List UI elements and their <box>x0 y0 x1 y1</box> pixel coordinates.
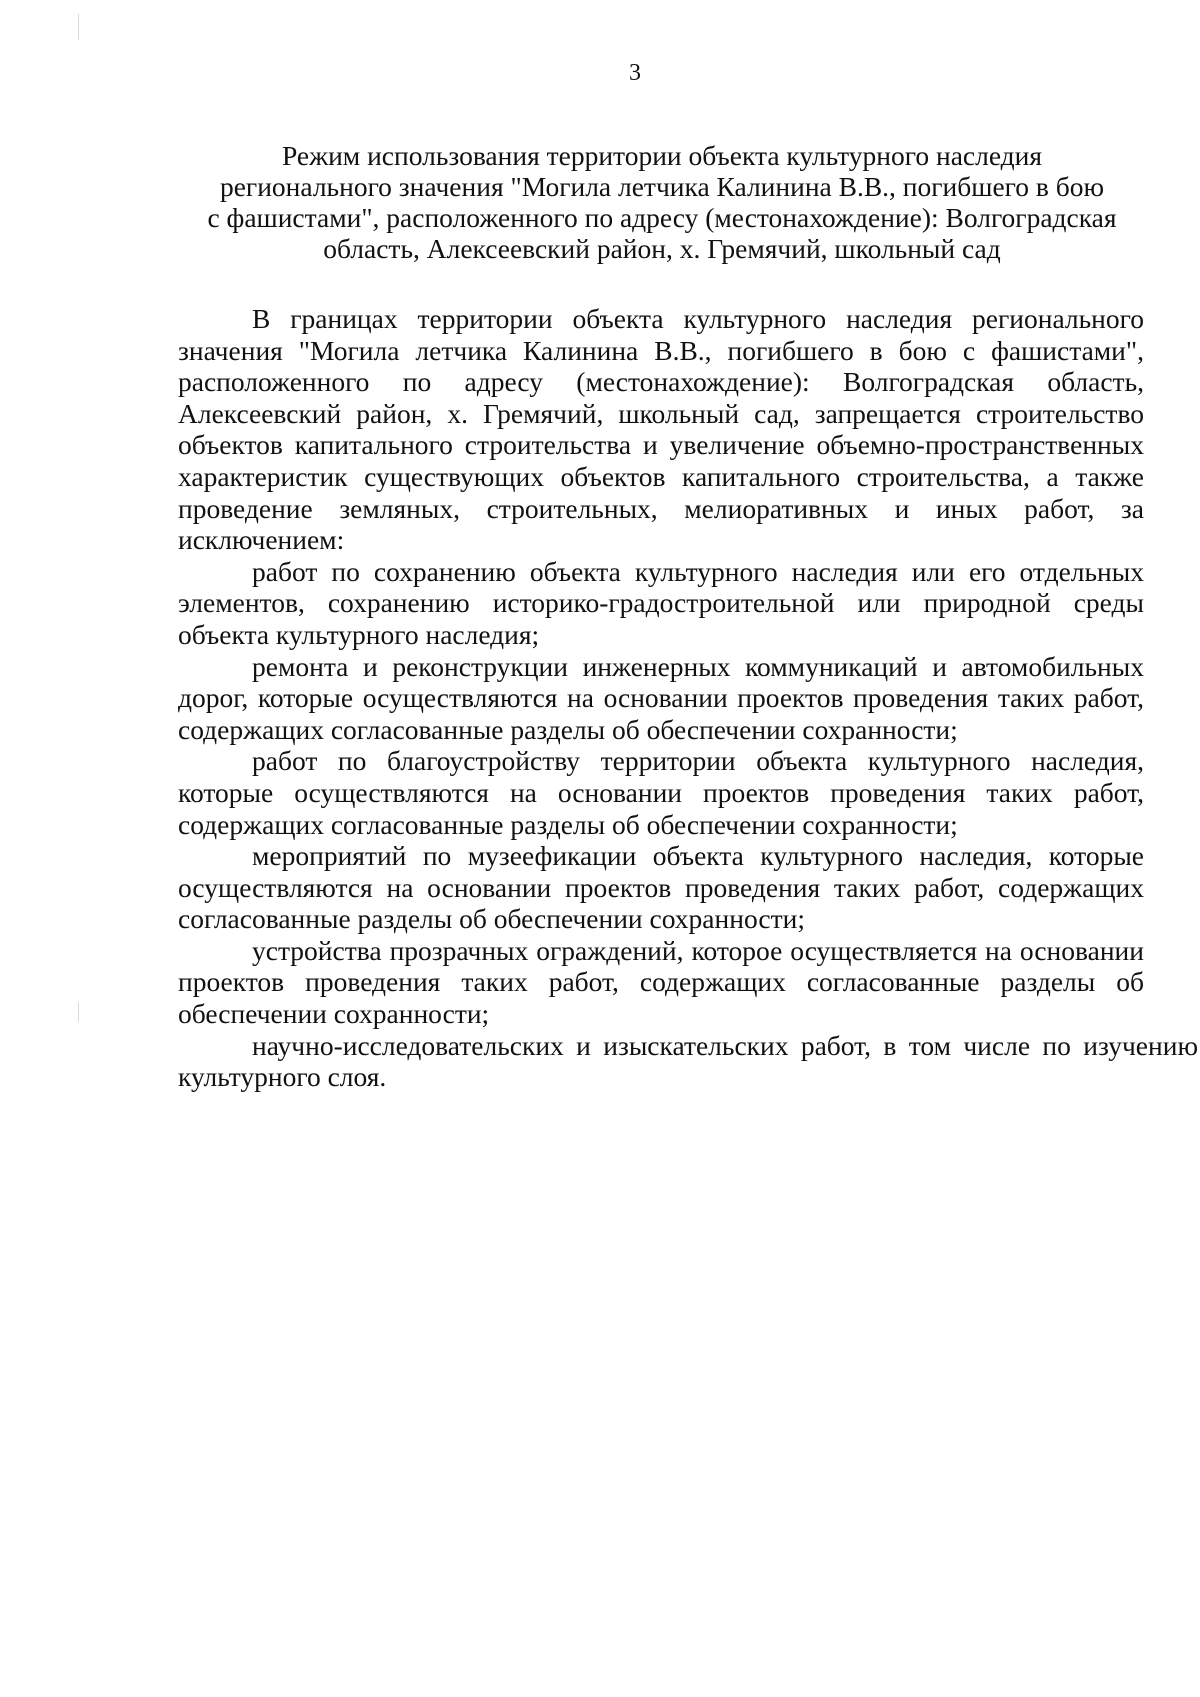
body-paragraph-exception: работ по благоустройству территории объекта культурного наследия, которые осуществляются на основании проектов проведения таких работ, содержащих согласованные разделы об обеспечении сохранности; <box>178 745 1144 840</box>
body-paragraph-exception: работ по сохранению объекта культурного наследия или его отдельных элементов, сохранению историко-градостроительной или природной среды объекта культурного наследия; <box>178 555 1144 650</box>
scan-margin-mark-bottom <box>78 1002 79 1022</box>
title-line: Режим использования территории объекта культурного наследия <box>281 140 1043 171</box>
scan-margin-mark-top <box>78 14 79 40</box>
title-line: область, Алексеевский район, х. Гремячий, школьный сад <box>323 233 1001 264</box>
body-paragraph-exception: мероприятий по музеефикации объекта культурного наследия, которые осуществляются на основании проектов проведения таких работ, содержащих согласованные разделы об обеспечении сохранности; <box>178 840 1144 935</box>
body-paragraph-exception: ремонта и реконструкции инженерных коммуникаций и автомобильных дорог, которые осуществляются на основании проектов проведения таких работ, содержащих согласованные разделы об обеспечении сохранности; <box>178 650 1144 745</box>
body-paragraph-exception: устройства прозрачных ограждений, которое осуществляется на основании проектов проведения таких работ, содержащих согласованные разделы об обеспечении сохранности; <box>178 934 1144 1030</box>
title-line: с фашистами", расположенного по адресу (местонахождение): Волгоградская <box>207 202 1117 233</box>
title-line: регионального значения "Могила летчика Калинина В.В., погибшего в бою <box>219 171 1105 202</box>
document-body <box>178 303 1198 1093</box>
page-number: 3 <box>629 60 641 86</box>
body-paragraph-exception: научно-исследовательских и изыскательских работ, в том числе по изучению культурного слоя. <box>178 1029 1198 1093</box>
body-paragraph-intro: В границах территории объекта культурного наследия регионального значения "Могила летчика Калинина В.В., погибшего в бою с фашистами", расположенного по адресу (местонахождение): Волгоградская область, Алексеевский район, х. Гремячий, школьный сад, запрещается строительство объектов капитального строительства и увеличение объемно-пространственных характеристик существующих объектов капитального строительства, а также проведение земляных, строительных, мелиоративных и иных работ, за исключением: <box>178 303 1144 556</box>
document-title <box>180 140 1144 264</box>
